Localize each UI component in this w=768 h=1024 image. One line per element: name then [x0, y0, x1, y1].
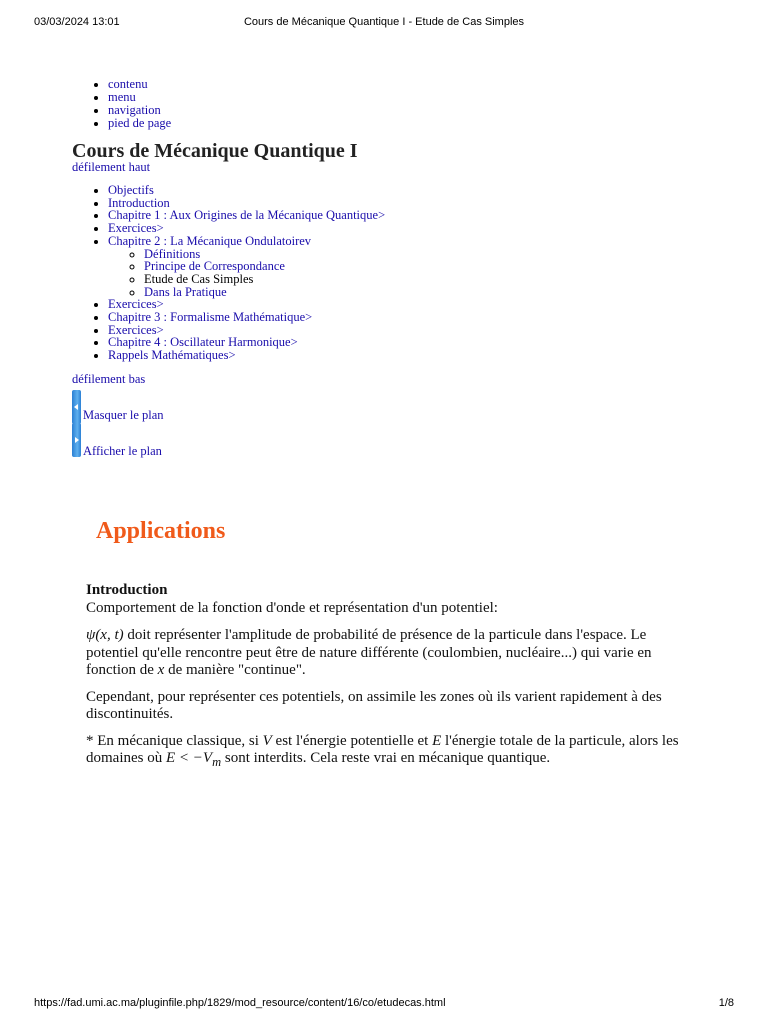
scroll-up-link[interactable]: défilement haut [72, 160, 151, 174]
skip-link-footer[interactable]: pied de page [108, 116, 172, 130]
toc-subitem-pratique[interactable]: Dans la Pratique [144, 284, 227, 299]
skip-link-menu[interactable]: menu [108, 90, 136, 104]
toc-item-chapitre-2[interactable]: Chapitre 2 : La Mécanique Ondulatoirev [108, 233, 312, 248]
math-V: V [262, 732, 272, 749]
toc-item-objectifs[interactable]: Objectifs [108, 183, 154, 197]
paragraph-classical [86, 733, 686, 772]
paragraph-text: sont interdits. Cela reste vrai en mécanique quantique. [221, 750, 551, 766]
math-psi: ψ(x, t) [86, 627, 124, 643]
skip-link-navigation[interactable]: navigation [108, 103, 161, 117]
print-url: https://fad.umi.ac.ma/pluginfile.php/1829/mod_resource/content/16/co/etudecas.html [34, 997, 446, 1009]
toc-subitem-principe[interactable]: Principe de Correspondance [144, 259, 285, 274]
skip-links [90, 78, 171, 130]
paragraph-text: l'énergie totale de la particule, alors les domaines où [86, 732, 679, 766]
toc-subitem-definitions[interactable]: Définitions [144, 246, 201, 261]
toc-item-rappels[interactable]: Rappels Mathématiques> [108, 348, 236, 363]
paragraph-text: doit représenter l'amplitude de probabilité de présence de la particule dans l'espace. Le potentiel qu'elle rencontre peut être de nature différente (coulombien, nucléaire...) qui varie en fonction de [86, 627, 652, 678]
paragraph-text: * En mécanique classique, si [86, 732, 263, 749]
hide-plan-label: Masquer le plan [83, 408, 164, 422]
toc-item-chapitre-1[interactable]: Chapitre 1 : Aux Origines de la Mécanique Quantique> [108, 208, 386, 223]
section-title: Applications [96, 518, 226, 544]
chevron-left-icon [72, 390, 81, 424]
show-plan-label: Afficher le plan [83, 444, 162, 458]
print-page-number: 1/8 [718, 997, 734, 1009]
paragraph-text: est l'énergie potentielle et [271, 732, 433, 749]
print-page-title: Cours de Mécanique Quantique I - Etude de Cas Simples [243, 16, 525, 28]
toc-sublist-chapitre-2 [108, 248, 385, 299]
chevron-right-icon [72, 423, 81, 457]
math-E: E [432, 732, 442, 749]
paragraph-discontinuities: Cependant, pour représenter ces potentiels, on assimile les zones où ils varient rapidement à des discontinuités. [86, 688, 662, 722]
math-x: x [157, 662, 165, 678]
main-content [86, 582, 686, 781]
print-date: 03/03/2024 13:01 [34, 16, 120, 28]
skip-link-contenu[interactable]: contenu [108, 77, 148, 91]
table-of-contents [90, 184, 385, 362]
toc-item-exercices-2[interactable]: Exercices> [108, 297, 164, 312]
content-lead: Comportement de la fonction d'onde et représentation d'un potentiel: [86, 599, 498, 616]
content-heading: Introduction [86, 582, 168, 598]
print-header [34, 16, 734, 30]
toc-subitem-current: Etude de Cas Simples [144, 271, 254, 286]
toc-item-chapitre-3[interactable]: Chapitre 3 : Formalisme Mathématique> [108, 310, 313, 325]
math-subscript: m [212, 755, 222, 769]
toc-item-introduction[interactable]: Introduction [108, 195, 170, 210]
math-inequality: E < −V [166, 750, 213, 766]
toc-item-exercices-1[interactable]: Exercices> [108, 221, 164, 236]
print-footer [34, 997, 734, 1011]
paragraph-text: de manière "continue". [164, 662, 306, 678]
course-title: Cours de Mécanique Quantique I [72, 140, 358, 162]
scroll-down-link[interactable]: défilement bas [72, 372, 146, 386]
toc-item-exercices-3[interactable]: Exercices> [108, 322, 164, 337]
toc-item-chapitre-4[interactable]: Chapitre 4 : Oscillateur Harmonique> [108, 335, 298, 350]
paragraph-wavefunction [86, 627, 686, 680]
